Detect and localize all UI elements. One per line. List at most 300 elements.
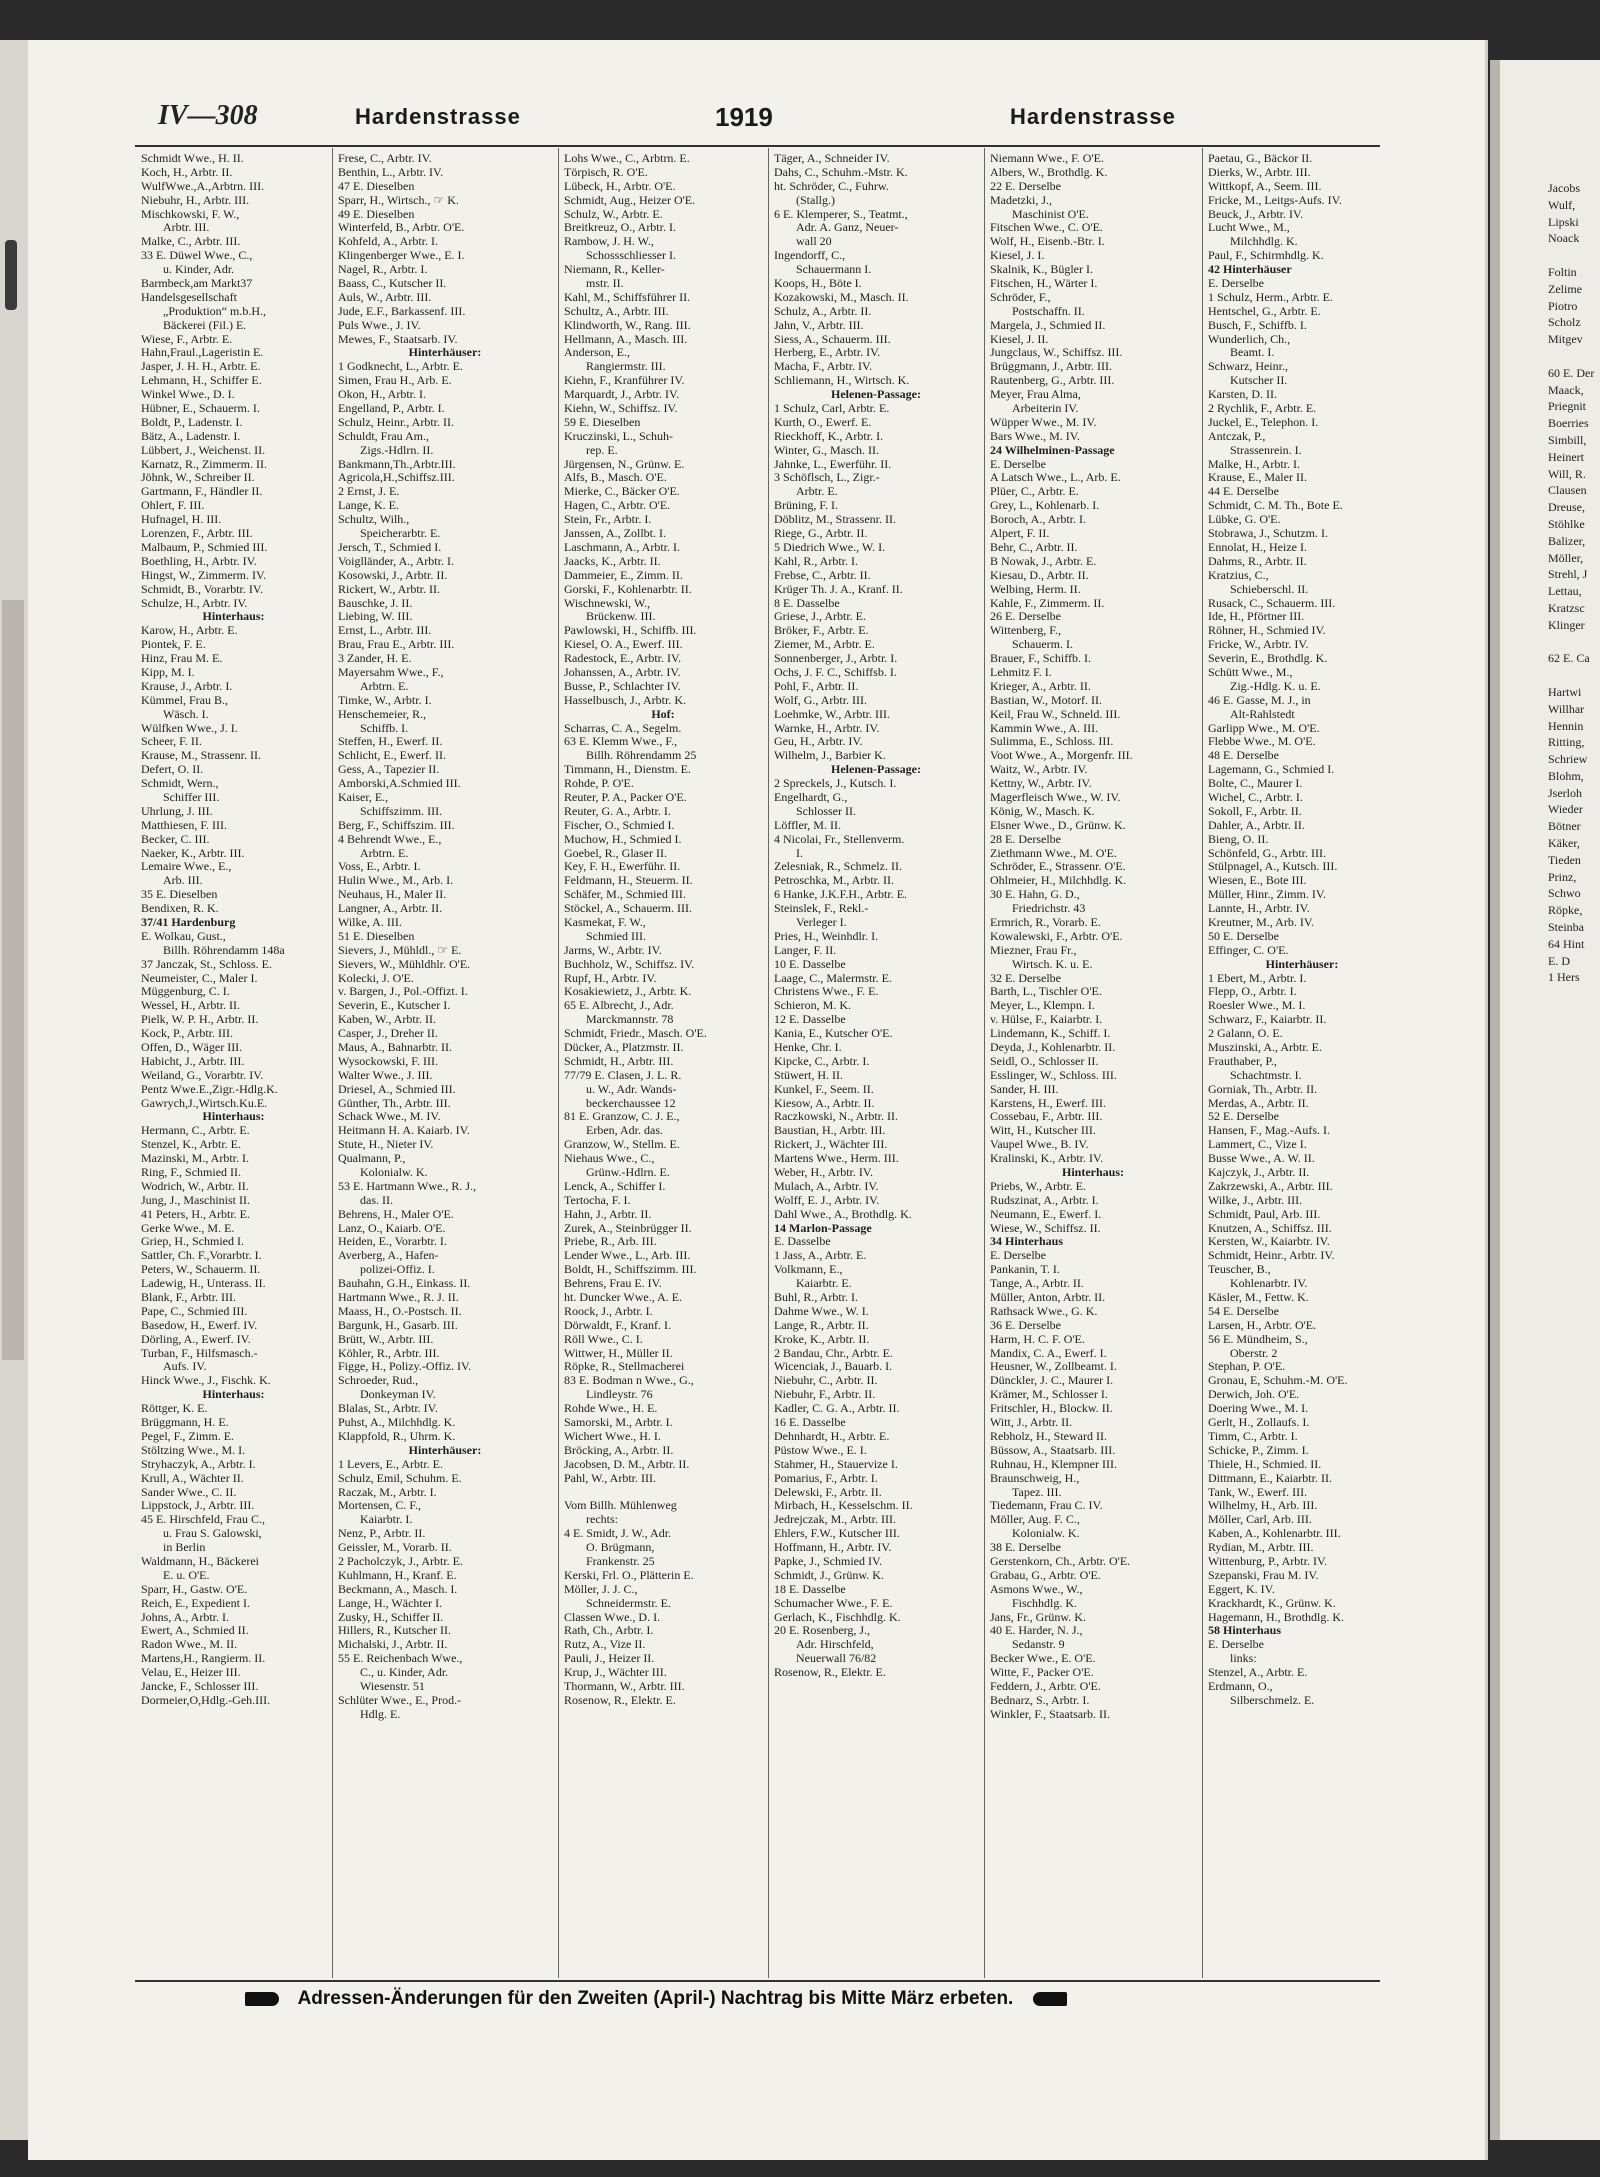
directory-entry: Rickert, W., Arbtr. II. [338, 582, 440, 596]
footer-notice [245, 1988, 1275, 2018]
directory-entry: Mierke, C., Bäcker O'E. [564, 485, 680, 499]
directory-entry: Loehmke, W., Arbtr. III. [774, 707, 890, 721]
directory-entry: Wilhelm, J., Barbier K. [774, 749, 886, 763]
next-page-fragment: Mitgev [1548, 332, 1583, 347]
directory-entry: Neumann, E., Ewerf. I. [990, 1207, 1102, 1221]
directory-entry: Weber, H., Arbtr. IV. [774, 1166, 873, 1180]
directory-entry: Kock, P., Arbtr. III. [141, 1027, 233, 1041]
directory-entry: Dahms, R., Arbtr. II. [1208, 554, 1307, 568]
directory-entry: Maschinist O'E. [1012, 207, 1089, 221]
directory-entry: Lanz, O., Kaiarb. O'E. [338, 1221, 446, 1235]
directory-entry: Hingst, W., Zimmerm. IV. [141, 568, 267, 582]
directory-entry: Schlüter Wwe., E., Prod.- [338, 1693, 462, 1707]
directory-entry: 37/41 Hardenburg [141, 915, 236, 929]
directory-entry: Müggenburg, C. I. [141, 985, 230, 999]
directory-entry: wall 20 [796, 235, 832, 249]
directory-entry: Bastian, W., Motorf. II. [990, 693, 1102, 707]
directory-entry: Peters, W., Schauerm. II. [141, 1263, 261, 1277]
directory-entry: Krull, A., Wächter II. [141, 1471, 244, 1485]
directory-entry: Kiesel, J. I. [990, 249, 1045, 263]
directory-entry: Jaacks, K., Arbtr. II. [564, 554, 661, 568]
directory-entry: Eggert, K. IV. [1208, 1582, 1275, 1596]
directory-entry: Schultz, A., Arbtr. III. [564, 304, 669, 318]
directory-entry: Muszinski, A., Arbtr. E. [1208, 1041, 1323, 1054]
next-page-fragment: Schwo [1548, 886, 1581, 901]
directory-entry: Maass, H., O.-Postsch. II. [338, 1304, 462, 1318]
directory-entry: Verleger I. [796, 915, 847, 929]
directory-entry: Lehmann, H., Schiffer E. [141, 374, 262, 388]
directory-entry: Schmidt, B., Vorarbtr. IV. [141, 582, 264, 596]
directory-entry: Lehmitz F. I. [990, 665, 1052, 679]
directory-column-6 [1202, 148, 1402, 1978]
directory-entry: Schmied III. [586, 929, 646, 943]
directory-entry: 35 E. Dieselben [141, 888, 218, 902]
directory-entry: Habicht, J., Arbtr. III. [141, 1054, 245, 1068]
directory-entry: 24 Wilhelminen-Passage [990, 443, 1115, 457]
directory-entry: Figge, H., Polizy.-Offiz. IV. [338, 1360, 472, 1374]
directory-entry: Ide, H., Pförtner III. [1208, 610, 1305, 624]
directory-entry: A Latsch Wwe., L., Arb. E. [990, 471, 1121, 485]
directory-entry: Winterfeld, B., Arbtr. O'E. [338, 221, 465, 235]
directory-entry: Barmbeck,am Markt37 [141, 277, 253, 291]
directory-entry: Wunderlich, Ch., [1208, 332, 1291, 346]
directory-entry: Sattler, Ch. F.,Vorarbtr. I. [141, 1249, 262, 1263]
directory-entry: C., u. Kinder, Adr. [360, 1666, 449, 1680]
directory-entry: Wittwer, H., Müller II. [564, 1346, 673, 1360]
directory-entry: Bendixen, R. K. [141, 902, 219, 916]
next-page-fragment: Möller, [1548, 550, 1584, 565]
directory-entry: Laschmann, A., Arbtr. I. [564, 540, 680, 554]
directory-entry: 83 E. Bodman n Wwe., G., [564, 1374, 694, 1388]
directory-entry: Röhner, H., Schmied IV. [1208, 624, 1326, 638]
directory-entry: Skalnik, K., Bügler I. [990, 263, 1093, 277]
directory-entry: Alfs, B., Masch. O'E. [564, 471, 667, 485]
directory-entry: Elsner Wwe., D., Grünw. K. [990, 818, 1126, 832]
footer-rule [135, 1980, 1380, 1982]
directory-entry: Scheer, F. II. [141, 735, 202, 749]
directory-entry: Hinterhaus: [1061, 1166, 1124, 1180]
directory-entry: Dahme Wwe., W. I. [774, 1304, 869, 1318]
directory-entry: Roock, J., Arbtr. I. [564, 1304, 653, 1318]
directory-entry: rep. E. [586, 443, 618, 457]
directory-entry: Radestock, E., Arbtr. IV. [564, 652, 682, 666]
directory-entry: Schmidt, Wern., [141, 777, 219, 791]
next-page-fragment: Piotro [1548, 298, 1578, 313]
directory-entry: Marckmannstr. 78 [586, 1013, 674, 1027]
next-page-fragment: Käker, [1548, 836, 1580, 851]
directory-entry: Malke, C., Arbtr. III. [141, 235, 241, 249]
directory-entry: Heusner, W., Zollbeamt. I. [990, 1360, 1117, 1374]
directory-entry: Krup, J., Wächter III. [564, 1666, 667, 1680]
directory-entry: Braunschweig, H., [990, 1471, 1080, 1485]
directory-entry: Kaben, A., Kohlenarbtr. III. [1208, 1527, 1341, 1541]
directory-entry: Derwich, Joh. O'E. [1208, 1388, 1300, 1402]
directory-entry: Waldmann, H., Bäckerei [141, 1554, 259, 1568]
previous-page-edge [0, 40, 28, 2140]
directory-entry: Koops, H., Böte I. [774, 277, 862, 291]
directory-entry: Dahler, A., Arbtr. II. [1208, 818, 1305, 832]
next-page-fragment: Scholz [1548, 315, 1581, 330]
directory-entry: Silberschmelz. E. [1230, 1693, 1315, 1707]
directory-entry: Hagen, C., Arbtr. O'E. [564, 499, 671, 513]
directory-entry: 2 Galann, O. E. [1208, 1027, 1283, 1041]
directory-entry: Tapez. III. [1012, 1485, 1062, 1499]
directory-entry: Rohde Wwe., H. E. [564, 1402, 658, 1416]
directory-entry: Bankmann,Th.,Arbtr.III. [338, 457, 456, 471]
directory-entry: Alt-Rahlstedt [1230, 707, 1295, 721]
directory-entry: Engelland, P., Arbtr. I. [338, 402, 445, 416]
directory-entry: Gerke Wwe., M. E. [141, 1221, 235, 1235]
directory-entry: Bröker, F., Arbtr. E. [774, 624, 869, 638]
directory-entry: Kuhlmann, H., Kranf. E. [338, 1568, 457, 1582]
directory-entry: Röpke, R., Stellmacherei [564, 1360, 685, 1374]
directory-entry: Basedow, H., Ewerf. IV. [141, 1318, 258, 1332]
footer-text: Adressen-Änderungen für den Zweiten (April-) Nachtrag bis Mitte März erbeten. [297, 1988, 1014, 2009]
directory-entry: Krause, E., Maler II. [1208, 471, 1307, 485]
directory-entry: Bars Wwe., M. IV. [990, 429, 1080, 443]
directory-entry: Jung, J., Maschinist II. [141, 1193, 250, 1207]
directory-entry: Stahmer, H., Stauervize I. [774, 1457, 898, 1471]
directory-entry: Schossschliesser I. [586, 249, 676, 263]
next-page-fragment: Lettau, [1548, 584, 1582, 599]
directory-entry: I. [796, 846, 803, 860]
directory-entry: Niebuhr, F., Arbtr. II. [774, 1388, 876, 1402]
directory-entry: rechts: [586, 1513, 618, 1527]
directory-entry: Käsler, M., Fettw. K. [1208, 1291, 1309, 1305]
directory-entry: Rohde, P. O'E. [564, 777, 634, 791]
directory-entry: Möller, Aug. F. C., [990, 1513, 1080, 1527]
directory-entry: Grünw.-Hdlrn. E. [586, 1166, 670, 1180]
directory-entry: 56 E. Mündheim, S., [1208, 1332, 1308, 1346]
directory-entry: Kiehn, F., Kranführer IV. [564, 374, 685, 388]
directory-entry: Geu, H., Arbtr. IV. [774, 735, 863, 749]
directory-entry: Raczak, M., Arbtr. I. [338, 1485, 437, 1499]
directory-entry: Gronau, E, Schuhm.-M. O'E. [1208, 1374, 1348, 1388]
directory-entry: Bauschke, J. II. [338, 596, 413, 610]
directory-entry: v. Hülse, F., Kaiarbtr. I. [990, 1013, 1103, 1027]
directory-entry: Schiffszimm. III. [360, 804, 443, 818]
directory-entry: Qualmann, P., [338, 1152, 406, 1166]
directory-entry: 45 E. Hirschfeld, Frau C., [141, 1513, 265, 1527]
directory-entry: Hansen, F., Mag.-Aufs. I. [1208, 1124, 1331, 1138]
directory-entry: Kerski, Frl. O., Plätterin E. [564, 1568, 694, 1582]
directory-entry: Puhst, A., Milchhdlg. K. [338, 1416, 456, 1430]
directory-entry: Kosowski, J., Arbtr. II. [338, 568, 448, 582]
directory-entry: Engelhardt, G., [774, 790, 848, 804]
directory-entry: Schiffer III. [163, 790, 220, 804]
directory-entry: Bröcking, A., Arbtr. II. [564, 1443, 674, 1457]
directory-entry: Kiesow, A., Arbtr. II. [774, 1096, 875, 1110]
directory-entry: Larsen, H., Arbtr. O'E. [1208, 1318, 1317, 1332]
directory-entry: Wysockowski, F. III. [338, 1054, 438, 1068]
next-page-fragment [1548, 348, 1600, 365]
directory-entry: Gerstenkorn, Ch., Arbtr. O'E. [990, 1554, 1131, 1568]
directory-entry: 2 Rychlik, F., Arbtr. E. [1208, 402, 1317, 416]
directory-entry: Garlipp Wwe., M. O'E. [1208, 721, 1320, 735]
directory-entry: 12 E. Dasselbe [774, 1013, 846, 1027]
directory-entry: Kohfeld, A., Arbtr. I. [338, 235, 438, 249]
directory-entry: Donkeyman IV. [360, 1388, 436, 1402]
directory-entry: Aufs. IV. [163, 1360, 207, 1374]
directory-entry: Baustian, H., Arbtr. III. [774, 1124, 886, 1138]
directory-entry: mstr. II. [586, 277, 624, 291]
directory-entry: Hagemann, H., Brothdlg. K. [1208, 1610, 1344, 1624]
directory-entry: Esslinger, W., Schloss. III. [990, 1068, 1117, 1082]
directory-entry: Zusky, H., Schiffer II. [338, 1610, 444, 1624]
directory-entry: Meyer, L., Klempn. I. [990, 999, 1095, 1013]
year: 1919 [715, 102, 773, 132]
directory-entry: Dittmann, E., Kaiarbtr. II. [1208, 1471, 1332, 1485]
directory-entry: Speicherarbtr. E. [360, 527, 441, 541]
directory-entry: Schmidt, Heinr., Arbtr. IV. [1208, 1249, 1335, 1263]
directory-entry: Martens Wwe., Herm. III. [774, 1152, 899, 1166]
directory-entry: Margela, J., Schmied II. [990, 318, 1106, 332]
directory-entry: Vom Billh. Mühlenweg [564, 1499, 677, 1513]
directory-entry: WulfWwe.,A.,Arbtrn. III. [141, 179, 265, 193]
directory-entry: Berg, F., Schiffszim. III. [338, 818, 455, 832]
directory-entry: Lender Wwe., L., Arb. III. [564, 1249, 691, 1263]
directory-entry: Kaiser, E., [338, 790, 389, 804]
directory-entry: Arbtrn. E. [360, 846, 409, 860]
directory-entry: Pahl, W., Arbtr. III. [564, 1471, 656, 1485]
directory-entry: Waitz, W., Arbtr. IV. [990, 763, 1088, 777]
directory-entry: Marquardt, J., Arbtr. IV. [564, 388, 680, 402]
directory-entry: Krause, M., Strassenr. II. [141, 749, 261, 763]
directory-entry: Cossebau, F., Arbtr. III. [990, 1110, 1103, 1124]
directory-entry: Buhl, R., Arbtr. I. [774, 1291, 859, 1305]
next-page-fragment: Maack, [1548, 382, 1584, 397]
directory-entry: Mazinski, M., Arbtr. I. [141, 1152, 249, 1166]
directory-entry: Priebs, W., Arbtr. E. [990, 1179, 1087, 1193]
directory-entry: Dahs, C., Schuhm.-Mstr. K. [774, 165, 908, 179]
directory-entry: Ziethmann Wwe., M. O'E. [990, 846, 1117, 860]
directory-entry: Köhler, R., Arbtr. III. [338, 1346, 440, 1360]
directory-column-2 [332, 148, 558, 1978]
next-page-fragment: Noack [1548, 231, 1580, 246]
directory-entry: Christens Wwe., F. E. [774, 985, 879, 999]
directory-entry: Jersch, T., Schmied I. [338, 540, 442, 554]
directory-entry: Wichert Wwe., H. I. [564, 1429, 661, 1443]
directory-entry: Meyer, Frau Alma, [990, 388, 1081, 402]
directory-entry: Schicke, P., Zimm. I. [1208, 1443, 1309, 1457]
directory-column-4 [768, 148, 984, 1978]
directory-entry: Wicenciak, J., Bauarb. I. [774, 1360, 893, 1374]
directory-entry: Hermann, C., Arbtr. E. [141, 1124, 250, 1138]
directory-entry: Kahl, M., Schiffsführer II. [564, 290, 691, 304]
directory-entry: Frankenstr. 25 [586, 1554, 655, 1568]
directory-entry: Dünckler, J. C., Maurer I. [990, 1374, 1114, 1388]
directory-entry: Klappfold, R., Uhrm. K. [338, 1429, 456, 1443]
directory-entry: Antczak, P., [1208, 429, 1266, 443]
directory-entry: Steffen, H., Ewerf. II. [338, 735, 443, 749]
directory-entry: Rambow, J. H. W., [564, 235, 654, 249]
directory-entry: Jahnke, L., Ewerführ. II. [774, 457, 892, 471]
next-page-fragment: Hennin [1548, 718, 1584, 733]
directory-entry: Schröder, E., Strassenr. O'E. [990, 860, 1126, 874]
directory-entry: Stute, H., Nieter IV. [338, 1138, 434, 1152]
directory-entry: Stein, Fr., Arbtr. I. [564, 513, 652, 527]
directory-entry: Sulimma, E., Schloss. III. [990, 735, 1114, 749]
page-fold [1490, 60, 1500, 2140]
directory-entry: 1 Levers, E., Arbtr. E. [338, 1457, 443, 1471]
directory-entry: Niemann, R., Keller- [564, 263, 665, 277]
directory-entry: Boldt, P., Ladenstr. I. [141, 415, 243, 429]
directory-entry: Piontek, F. E. [141, 638, 206, 652]
directory-entry: Erben, Adr. das. [586, 1124, 663, 1138]
directory-entry: Brau, Frau E., Arbtr. III. [338, 638, 455, 652]
directory-entry: Stülpnagel, A., Kutsch. III. [1208, 860, 1338, 874]
directory-entry: Lübbert, J., Weichenst. II. [141, 443, 266, 457]
next-page-fragment: Balizer, [1548, 533, 1586, 548]
next-page-fragment: Prinz, [1548, 869, 1577, 884]
directory-column-3 [558, 148, 768, 1978]
directory-entry: Zakrzewski, A., Arbtr. III. [1208, 1179, 1333, 1193]
directory-entry: Pawlowski, H., Schiffb. III. [564, 624, 697, 638]
directory-entry: Lannte, H., Arbtr. IV. [1208, 902, 1310, 916]
directory-entry: Mewes, F., Staatsarb. IV. [338, 332, 458, 346]
directory-entry: Röll Wwe., C. I. [564, 1332, 643, 1346]
directory-entry: Geissler, M., Vorarb. II. [338, 1541, 452, 1555]
directory-entry: Grabau, G., Arbtr. O'E. [990, 1568, 1101, 1582]
directory-entry: Dammeier, E., Zimm. II. [564, 568, 683, 582]
directory-entry: Auls, W., Arbtr. III. [338, 290, 432, 304]
directory-entry: Blalas, St., Arbtr. IV. [338, 1402, 438, 1416]
next-page-fragment: Klinger [1548, 617, 1585, 632]
directory-entry: 41 Peters, H., Arbtr. E. [141, 1207, 250, 1221]
directory-entry: Schroeder, Rud., [338, 1374, 419, 1388]
directory-entry: Schütt Wwe., M., [1208, 665, 1293, 679]
directory-entry: Busse Wwe., A. W. II. [1208, 1152, 1315, 1166]
directory-entry: Teuscher, B., [1208, 1263, 1271, 1277]
directory-entry: Schlosser II. [796, 804, 856, 818]
directory-entry: Harm, H. C. F. O'E. [990, 1332, 1085, 1346]
directory-entry: Griep, H., Schmied I. [141, 1235, 244, 1249]
directory-entry: Jürgensen, N., Grünw. E. [564, 457, 685, 471]
directory-entry: 26 E. Derselbe [990, 610, 1061, 624]
directory-entry: Ruhnau, H., Klempner III. [990, 1457, 1117, 1471]
directory-entry: Schröder, F., [990, 290, 1051, 304]
directory-entry: Arbtr. III. [163, 221, 210, 235]
directory-entry: Breitkreuz, O., Arbtr. I. [564, 221, 676, 235]
directory-entry: 1 Jass, A., Arbtr. E. [774, 1249, 867, 1263]
directory-entry: Brüggmann, J., Arbtr. III. [990, 360, 1112, 374]
directory-entry: Fischer, O., Schmied I. [564, 818, 675, 832]
directory-entry: Priebe, R., Arb. III. [564, 1235, 657, 1249]
directory-entry: Flepp, O., Arbtr. I. [1208, 985, 1297, 999]
directory-entry: Samorski, M., Arbtr. I. [564, 1416, 673, 1430]
directory-entry: Mischkowski, F. W., [141, 207, 240, 221]
directory-entry: Arbtrn. E. [360, 679, 409, 693]
directory-entry: 20 E. Rosenberg, J., [774, 1624, 871, 1638]
next-page-fragment: Wieder [1548, 802, 1583, 817]
directory-entry: Bednarz, S., Arbtr. I. [990, 1693, 1090, 1707]
directory-entry: Schwarz, Heinr., [1208, 360, 1288, 374]
directory-entry: Müller, Hinr., Zimm. IV. [1208, 888, 1326, 902]
directory-entry: Ohlert, F. III. [141, 499, 205, 513]
directory-entry: Hinterhäuser: [1265, 957, 1339, 971]
directory-entry: 1 Ebert, M., Arbtr. I. [1208, 971, 1307, 985]
directory-entry: Wessel, H., Arbtr. II. [141, 999, 241, 1013]
directory-entry: Timke, W., Arbtr. I. [338, 693, 432, 707]
directory-entry: Löffler, M. II. [774, 818, 841, 832]
directory-entry: Fitschen, H., Wärter I. [990, 277, 1098, 291]
directory-entry: Key, F. H., Ewerführ. II. [564, 860, 681, 874]
directory-entry: Reich, E., Expedient I. [141, 1596, 250, 1610]
directory-entry: Lammert, C., Vize I. [1208, 1138, 1307, 1152]
directory-entry: Magerfleisch Wwe., W. IV. [990, 790, 1121, 804]
directory-entry: B Nowak, J., Arbtr. E. [990, 554, 1097, 568]
directory-entry: Schmidt, C. M. Th., Bote E. [1208, 499, 1343, 513]
directory-entry: Jöhnk, W., Schreiber II. [141, 471, 255, 485]
directory-entry: 1 Schulz, Herm., Arbtr. E. [1208, 290, 1333, 304]
directory-entry: Schneidermstr. E. [586, 1596, 671, 1610]
next-page-fragment [1548, 667, 1600, 684]
directory-entry: Liebing, W. III. [338, 610, 413, 624]
directory-entry: Kolonialw. K. [1012, 1527, 1080, 1541]
directory-entry: Sonnenberger, J., Arbtr. I. [774, 652, 898, 666]
directory-entry: Fricke, M., Leitgs-Aufs. IV. [1208, 193, 1342, 207]
directory-entry: 16 E. Dasselbe [774, 1416, 846, 1430]
directory-entry: E. Derselbe [1208, 1638, 1264, 1652]
directory-entry: Classen Wwe., D. I. [564, 1610, 661, 1624]
directory-entry: Kahle, F., Zimmerm. II. [990, 596, 1105, 610]
directory-entry: Juckel, E., Telephon. I. [1208, 415, 1319, 429]
directory-entry: Hof: [651, 707, 675, 721]
directory-entry: 3 Schöflsch, L., Zigr.- [774, 471, 880, 485]
directory-entry: Kipcke, C., Arbtr. I. [774, 1054, 870, 1068]
directory-entry: Brüggmann, H. E. [141, 1416, 229, 1430]
directory-entry: Wülfken Wwe., J. I. [141, 721, 238, 735]
directory-entry: Schack Wwe., M. IV. [338, 1110, 441, 1124]
directory-entry: Fritschler, H., Blockw. II. [990, 1402, 1113, 1416]
directory-entry: Möller, J. J. C., [564, 1582, 638, 1596]
directory-entry: Stöckel, A., Schauerm. III. [564, 902, 692, 916]
directory-entry: Dierks, W., Arbtr. III. [1208, 165, 1311, 179]
directory-entry: 22 E. Derselbe [990, 179, 1061, 193]
directory-entry: Sander, H. III. [990, 1082, 1059, 1096]
directory-entry: Gerlt, H., Zollaufs. I. [1208, 1416, 1310, 1430]
directory-entry: Heitmann H. A. Kaiarb. IV. [338, 1124, 470, 1138]
directory-entry: Lohs Wwe., C., Arbtrn. E. [564, 152, 690, 165]
next-page-fragment: Will, R. [1548, 466, 1586, 481]
directory-entry: Beamt. I. [1230, 346, 1275, 360]
directory-entry: 34 Hinterhaus [990, 1235, 1064, 1249]
directory-entry: Volkmann, E., [774, 1263, 843, 1277]
directory-entry: Rosenow, R., Elektr. E. [564, 1693, 676, 1707]
directory-entry: Kozakowski, M., Masch. II. [774, 290, 909, 304]
directory-entry: Mulach, A., Arbtr. IV. [774, 1179, 879, 1193]
directory-entry: Schäfer, M., Schmied III. [564, 888, 686, 902]
directory-entry: Kiesel, O. A., Ewerf. III. [564, 638, 683, 652]
directory-entry: Martens,H., Rangierm. II. [141, 1652, 266, 1666]
directory-entry: beckerchaussee 12 [586, 1096, 676, 1110]
directory-entry: Hübner, E., Schauerm. I. [141, 402, 260, 416]
directory-entry: Gerlach, K., Fischhdlg. K. [774, 1610, 901, 1624]
directory-entry: Rudszinat, A., Arbtr. I. [990, 1193, 1099, 1207]
next-page-fragment: 62 E. Ca [1548, 651, 1590, 666]
directory-entry: Laage, C., Malermstr. E. [774, 971, 892, 985]
binding-shadow [2, 600, 24, 1360]
directory-entry: 4 Nicolai, Fr., Stellenverm. [774, 832, 905, 846]
directory-entry: Wichel, C., Arbtr. I. [1208, 790, 1303, 804]
directory-entry: Ennolat, H., Heize I. [1208, 540, 1307, 554]
directory-entry: 28 E. Derselbe [990, 832, 1061, 846]
directory-entry: 46 E. Gasse, M. J., in [1208, 693, 1311, 707]
directory-entry: Schmidt, H., Arbtr. III. [564, 1054, 674, 1068]
directory-entry: Kohlenarbtr. IV. [1230, 1277, 1308, 1291]
next-page-fragment: Zelime [1548, 281, 1582, 296]
directory-entry: Kadler, C. G. A., Arbtr. II. [774, 1402, 900, 1416]
